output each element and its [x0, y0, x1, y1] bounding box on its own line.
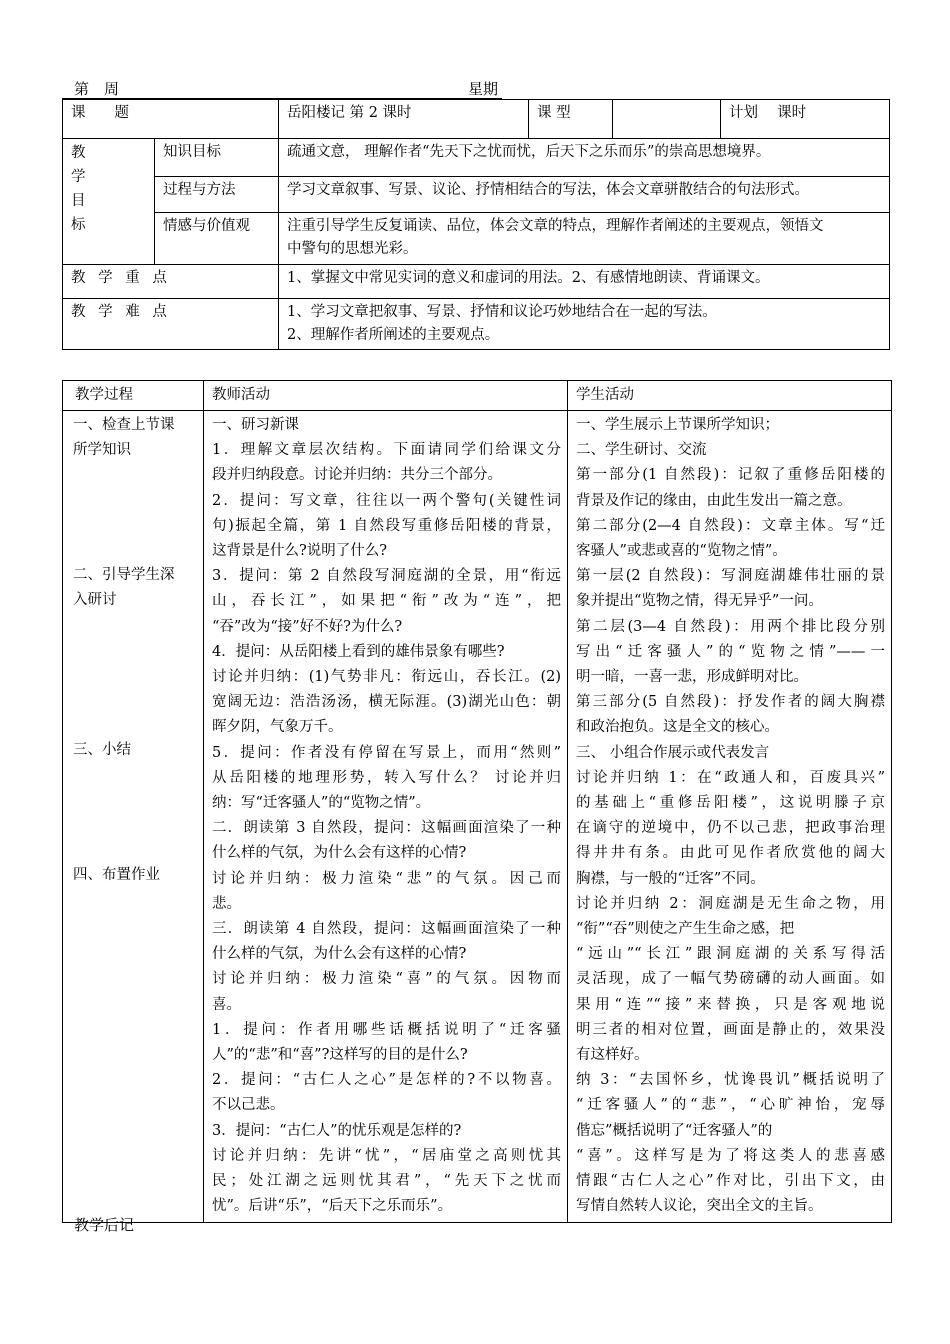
text-line: 1．提问：作者用哪些话概括说明了“迁客骚 [212, 1021, 561, 1038]
text-line: 二、学生研讨、交流 [576, 442, 707, 459]
lesson-plan-table [62, 99, 890, 350]
difficulty-text [279, 299, 890, 350]
text-line: 灵活现，成了一幅气势磅礴的动人画面。如 [576, 971, 885, 988]
text-line: 三．朗读第 4 自然段，提问：这幅画面渲染了一种 [212, 921, 561, 938]
header-line [62, 76, 502, 99]
text-line: 情跟“古仁人之心”作对比，引出下文，由 [576, 1173, 885, 1190]
text-line [73, 513, 195, 538]
text-line: 疏通文意， 理解作者“先天下之忧而忧，后天下之乐而乐”的崇高思想境界。 [287, 144, 771, 160]
text-line: 讨论并归纳：极力渲染“悲”的气氛。因己而 [212, 870, 561, 887]
text-line: 2、理解作者所阐述的主要观点。 [287, 327, 500, 343]
text-line: 人”的“悲”和“喜”?这样写的目的是什么? [212, 1047, 468, 1064]
text-line: 写情自然转人议论，突出全文的主旨。 [576, 1198, 823, 1215]
text-line [73, 613, 195, 638]
goal-row [63, 177, 890, 213]
process-header-teacher: 教师活动 [204, 381, 568, 411]
text-line: 1．理解文章层次结构。下面请同学们给课文分 [212, 442, 561, 459]
process-header-student: 学生活动 [568, 381, 892, 411]
text-line: “远山”“长江”跟洞庭湖的关系写得活 [576, 946, 885, 963]
text-line [73, 663, 195, 688]
knowledge-goal-text [279, 139, 890, 177]
process-header-row [63, 381, 892, 411]
text-line: 讨论并归纳 2：洞庭湖是无生命之物，用 [576, 895, 885, 912]
text-line: 一、检查上节课 [73, 417, 175, 433]
text-line: 象并提出“览物之情，得无异乎”一问。 [576, 593, 823, 610]
text-line [73, 638, 195, 663]
text-line: 讨论并归纳 1：在“政通人和，百废具兴” [576, 769, 885, 786]
key-points-label: 教 学 重 点 [63, 265, 279, 299]
text-line: 纳：写“迁客骚人”的“览物之情”。 [212, 795, 431, 812]
text-line: 不以己悲。 [212, 1097, 285, 1114]
text-line: 学习文章叙事、写景、议论、抒情相结合的写法，体会文章骈散结合的句法形式。 [287, 182, 809, 198]
topic-value: 岳阳楼记 第 2 课时 [279, 100, 529, 139]
text-line [73, 713, 195, 738]
text-line: 晖夕阴，气象万千。 [212, 719, 343, 736]
process-body-row [63, 411, 892, 1223]
text-line: 什么样的气氛，为什么会有这样的心情? [212, 946, 467, 963]
text-line [73, 463, 195, 488]
goals-label [63, 139, 155, 265]
week-label: 第 周 [74, 80, 120, 98]
text-line: 二、引导学生深 [73, 567, 175, 583]
goal-row [63, 213, 890, 265]
text-line: “喜”。这样写是为了将这类人的悲喜感 [576, 1147, 885, 1164]
text-line: 喜。 [212, 996, 241, 1013]
process-goal-text [279, 177, 890, 213]
text-line [73, 788, 195, 813]
process-header-steps: 教学过程 [63, 381, 204, 411]
text-line [73, 813, 195, 838]
text-line: 有这样好。 [576, 1047, 649, 1064]
topic-label: 课 题 [63, 100, 279, 139]
text-line: 果用“连”“接”来替换，只是客观地说 [576, 996, 885, 1013]
type-value [613, 100, 721, 139]
text-line: 客骚人”或悲或喜的“览物之情”。 [576, 543, 787, 560]
text-line: 明三者的相对位置，画面是静止的，效果没 [576, 1021, 885, 1038]
text-line: 第一部分(1 自然段)：记叙了重修岳阳楼的 [576, 467, 885, 484]
text-line: 第二部分(2—4 自然段)：文章主体。写“迁 [576, 517, 885, 534]
text-line: 三、小结 [73, 742, 131, 758]
key-points-text: 1、掌握文中常见实词的意义和虚词的用法。2、有感情地朗读、背诵课文。 [279, 265, 890, 299]
text-line: 背景及作记的缘由，由此生发出一篇之意。 [576, 492, 852, 509]
text-line: 山，吞长江”，如果把“衔”改为“连”，把 [212, 593, 561, 610]
text-line [73, 538, 195, 563]
text-line: 胸襟，与一般的“迁客”不同。 [576, 870, 765, 887]
text-line: 段并归纳段意。讨论并归纳：共分三个部分。 [212, 467, 502, 484]
difficulty-row [63, 299, 890, 350]
text-line: “迁客骚人”的“悲”，“心旷神怡，宠辱 [576, 1097, 885, 1114]
afterword-label: 教学后记 [74, 1216, 135, 1234]
text-line: 所学知识 [73, 442, 131, 458]
text-line: “衔”“吞”则使之产生生命之感，把 [576, 921, 795, 938]
text-line: 3．提问：第 2 自然段写洞庭湖的全景，用“衔远 [212, 568, 561, 585]
hours-label: 计划 课时 [721, 100, 890, 139]
process-goal-label: 过程与方法 [155, 177, 279, 213]
steps-column [63, 411, 204, 1223]
text-line: 得井井有条。由此可见作者欣赏他的阔大 [576, 845, 885, 862]
text-line: 第一层(2 自然段)：写洞庭湖雄伟壮丽的景 [576, 568, 885, 585]
text-line: 这背景是什么?说明了什么? [212, 543, 388, 560]
text-line: 民；处江湖之远则忧其君”，“先天下之忧而 [212, 1173, 561, 1190]
goal-row [63, 139, 890, 177]
text-line [73, 688, 195, 713]
goals-label-char: 标 [71, 217, 86, 233]
text-line: 明一暗，一喜一悲，形成鲜明对比。 [576, 669, 808, 686]
topic-row [63, 100, 890, 139]
text-line: 的基础上“重修岳阳楼”，这说明滕子京 [576, 795, 885, 812]
text-line: 入研讨 [73, 592, 117, 608]
text-line: 句)振起全篇，第 1 自然段写重修岳阳楼的背景， [212, 517, 561, 534]
text-line [73, 488, 195, 513]
text-line: 1、学习文章把叙事、写景、抒情和议论巧妙地结合在一起的写法。 [287, 304, 717, 320]
text-line: 第三部分(5 自然段)：抒发作者的阔大胸襟 [576, 694, 885, 711]
emotion-goal-label: 情感与价值观 [155, 213, 279, 265]
text-line: “吞”改为“接”好不好?为什么? [212, 618, 403, 635]
text-line: 和政治抱负。这是全文的核心。 [576, 719, 779, 736]
goals-label-char: 学 [71, 169, 86, 185]
knowledge-goal-label: 知识目标 [155, 139, 279, 177]
text-line: 4．提问：从岳阳楼上看到的雄伟景象有哪些? [212, 643, 505, 660]
key-points-row [63, 265, 890, 299]
text-line: 2．提问：写文章，往往以一两个警句(关键性词 [212, 492, 561, 509]
difficulty-label: 教 学 难 点 [63, 299, 279, 350]
text-line: 悲。 [212, 895, 241, 912]
text-line: 三、 小组合作展示或代表发言 [576, 744, 770, 761]
text-line: 从岳阳楼的地理形势，转入写什么？ 讨论并归 [212, 769, 561, 786]
text-line [73, 763, 195, 788]
text-line: 第二层(3—4 自然段)：用两个排比段分别 [576, 618, 885, 635]
text-line: 讨论并归纳：极力渲染“喜”的气氛。因物而 [212, 971, 561, 988]
text-line: 忧”。后讲“乐”，“后天下之乐而乐”。 [212, 1198, 453, 1215]
text-line: 四、布置作业 [73, 867, 160, 883]
text-line: 中警句的思想光彩。 [287, 241, 418, 257]
type-label: 课 型 [529, 100, 613, 139]
weekday-label: 星期 [468, 80, 499, 98]
text-line: 宽阔无边：浩浩汤汤，横无际涯。(3)湖光山色：朝 [212, 694, 561, 711]
text-line: 2．提问：“古仁人之心”是怎样的?不以物喜。 [212, 1072, 561, 1089]
text-line [73, 838, 195, 863]
text-line: 讨论并归纳：(1)气势非凡：衔远山，吞长江。(2) [212, 669, 561, 686]
text-line: 写出“迁客骚人”的“览物之情”——一 [576, 643, 885, 660]
text-line: 一、研习新课 [212, 417, 299, 433]
text-line: 3．提问：“古仁人”的忧乐观是怎样的? [212, 1122, 462, 1139]
text-line: 5．提问：作者没有停留在写景上，而用“然则” [212, 744, 561, 761]
process-table [62, 380, 892, 1223]
text-line: 什么样的气氛，为什么会有这样的心情? [212, 845, 467, 862]
emotion-goal-text [279, 213, 890, 265]
text-line: 讨论并归纳：先讲“忧”，“居庙堂之高则忧其 [212, 1147, 561, 1164]
goals-label-char: 目 [71, 193, 86, 209]
goals-label-char: 教 [71, 145, 86, 161]
text-line: 纳 3：“去国怀乡，忧谗畏讥”概括说明了 [576, 1072, 885, 1089]
teacher-activity-column [204, 411, 568, 1223]
text-line: 一、学生展示上节课所学知识； [576, 417, 779, 433]
text-line: 注重引导学生反复诵读、品位，体会文章的特点，理解作者阐述的主要观点，领悟文 [287, 218, 824, 234]
text-line: 在谪守的逆境中，仍不以己悲，把政事治理 [576, 820, 885, 837]
text-line: 二．朗读第 3 自然段，提问：这幅画面渲染了一种 [212, 820, 561, 837]
text-line: 偕忘”概括说明了“迁客骚人”的 [576, 1122, 773, 1139]
student-activity-column [568, 411, 892, 1223]
